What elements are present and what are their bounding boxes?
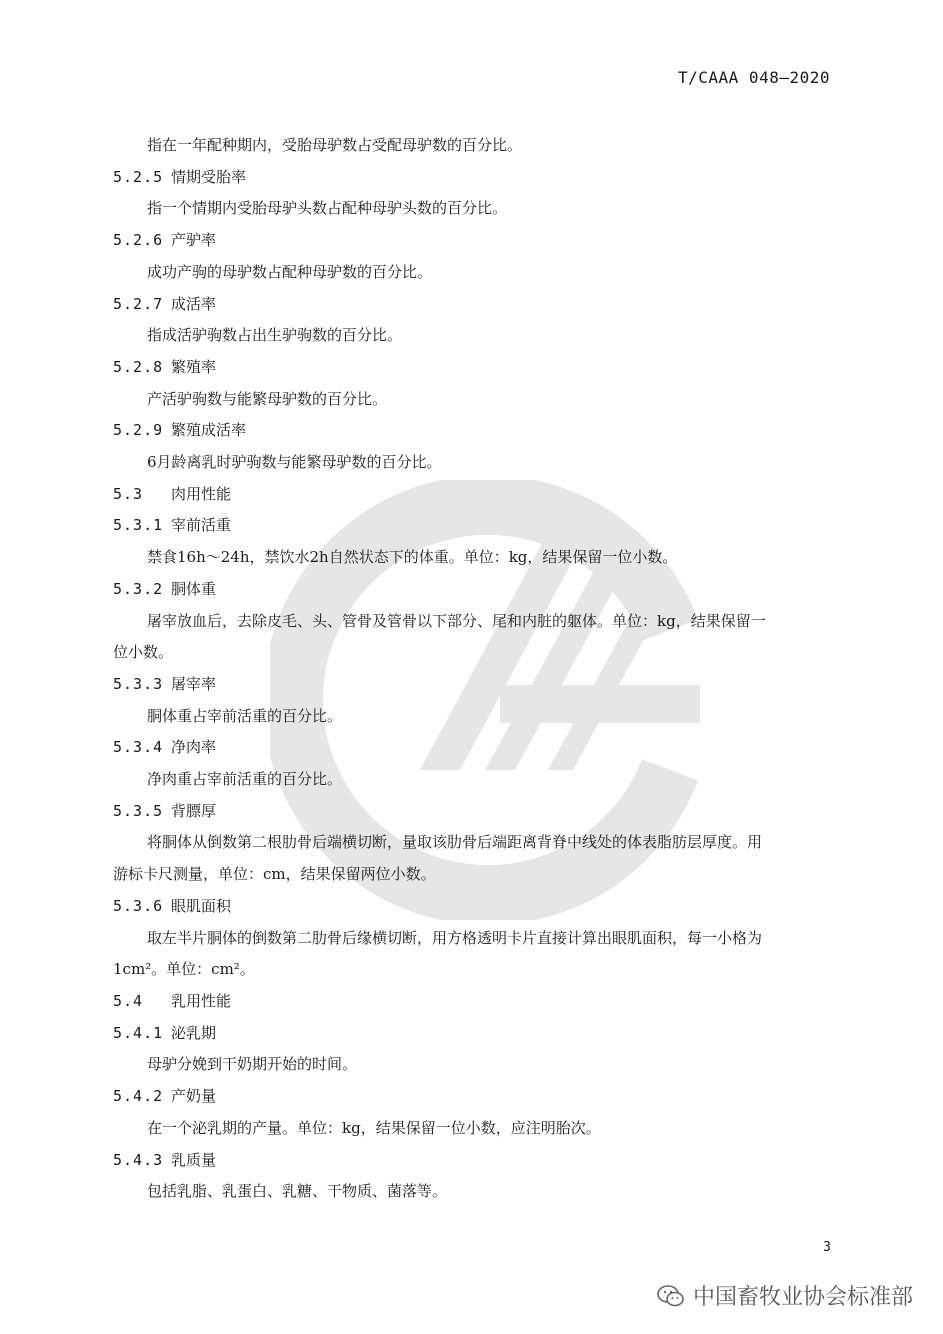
section-number: 5.3.1: [113, 516, 164, 535]
section-heading: [113, 415, 833, 447]
wechat-icon: [657, 1284, 685, 1308]
paragraph-line: 产活驴驹数与能繁母驴数的百分比。: [147, 389, 388, 408]
section-title: 产驴率: [171, 231, 217, 250]
paragraph-line: 禁食16h～24h，禁饮水2h自然状态下的体重。单位：kg，结果保留一位小数。: [147, 548, 678, 567]
section-heading: [113, 352, 833, 384]
section-title: 宰前活重: [171, 516, 232, 535]
section-number: 5.3: [113, 484, 144, 503]
section-heading: [113, 225, 833, 257]
paragraph-line: 指在一年配种期内，受胎母驴数占受配母驴数的百分比。: [147, 136, 523, 154]
section-title: 繁殖成活率: [171, 421, 247, 440]
paragraph-line: 指一个情期内受胎母驴头数占配种母驴头数的百分比。: [147, 199, 508, 218]
footer-watermark: [657, 1280, 913, 1311]
section-title: 产奶量: [171, 1087, 217, 1106]
section-heading: [113, 732, 833, 764]
paragraph-line: 包括乳脂、乳蛋白、乳糖、干物质、菌落等。: [147, 1182, 448, 1201]
section-heading: [113, 1018, 833, 1050]
section-number: 5.2.6: [113, 231, 164, 250]
paragraph-continuation: 1cm²。单位：cm²。: [113, 960, 255, 979]
section-title: 净肉率: [171, 738, 217, 757]
section-number: 5.4.1: [113, 1023, 164, 1042]
paragraph-line: 屠宰放血后，去除皮毛、头、管骨及管骨以下部分、尾和内脏的躯体。单位：kg，结果保留一: [147, 611, 766, 630]
paragraph-continuation: 游标卡尺测量，单位：cm，结果保留两位小数。: [113, 865, 436, 884]
section-title: 泌乳期: [171, 1023, 217, 1042]
section-number: 5.4.2: [113, 1087, 164, 1106]
section-title: 眼肌面积: [171, 896, 232, 915]
section-number: 5.3.3: [113, 674, 164, 693]
section-heading: [113, 1081, 833, 1113]
document-body: [113, 130, 833, 1208]
page-number: 3: [823, 1240, 831, 1255]
paragraph-line: 将胴体从倒数第二根肋骨后端横切断，量取该肋骨后端距离背脊中线处的体表脂肪层厚度。用: [147, 833, 763, 852]
paragraph-line: 胴体重占宰前活重的百分比。: [147, 706, 343, 725]
paragraph-line: 6月龄离乳时驴驹数与能繁母驴数的百分比。: [147, 453, 442, 472]
section-title: 繁殖率: [171, 357, 217, 376]
section-title: 肉用性能: [171, 484, 232, 503]
section-heading: [113, 1145, 833, 1177]
section-heading: [113, 574, 833, 606]
section-number: 5.2.8: [113, 357, 164, 376]
section-title: 背膘厚: [171, 801, 217, 820]
section-number: 5.2.9: [113, 421, 164, 440]
section-number: 5.3.6: [113, 896, 164, 915]
section-number: 5.4.3: [113, 1150, 164, 1169]
section-heading: [113, 289, 833, 321]
section-number: 5.2.5: [113, 167, 164, 186]
paragraph-continuation: 位小数。: [113, 643, 174, 662]
section-title: 乳质量: [171, 1150, 217, 1169]
section-title: 成活率: [171, 294, 217, 313]
section-title: 情期受胎率: [171, 167, 247, 186]
section-number: 5.3.5: [113, 801, 164, 820]
paragraph-line: 母驴分娩到干奶期开始的时间。: [147, 1055, 358, 1074]
section-title: 乳用性能: [171, 991, 232, 1010]
section-number: 5.3.2: [113, 579, 164, 598]
section-number: 5.4: [113, 991, 144, 1010]
standard-code: T/CAAA 048—2020: [678, 68, 830, 87]
paragraph-line: 成功产驹的母驴数占配种母驴数的百分比。: [147, 262, 433, 281]
section-heading: [113, 986, 833, 1018]
section-number: 5.3.4: [113, 738, 164, 757]
section-heading: [113, 891, 833, 923]
paragraph-line: 指成活驴驹数占出生驴驹数的百分比。: [147, 326, 403, 345]
section-number: 5.2.7: [113, 294, 164, 313]
paragraph-line: 取左半片胴体的倒数第二肋骨后缘横切断，用方格透明卡片直接计算出眼肌面积，每一小格为: [147, 928, 763, 947]
footer-account-name: 中国畜牧业协会标准部: [692, 1285, 913, 1310]
section-heading: [113, 796, 833, 828]
section-heading: [113, 669, 833, 701]
section-heading: [113, 479, 833, 511]
section-heading: [113, 510, 833, 542]
section-title: 胴体重: [171, 579, 217, 598]
section-title: 屠宰率: [171, 674, 217, 693]
paragraph-line: 净肉重占宰前活重的百分比。: [147, 770, 343, 789]
paragraph-line: 在一个泌乳期的产量。单位：kg，结果保留一位小数，应注明胎次。: [147, 1118, 601, 1137]
section-heading: [113, 162, 833, 194]
